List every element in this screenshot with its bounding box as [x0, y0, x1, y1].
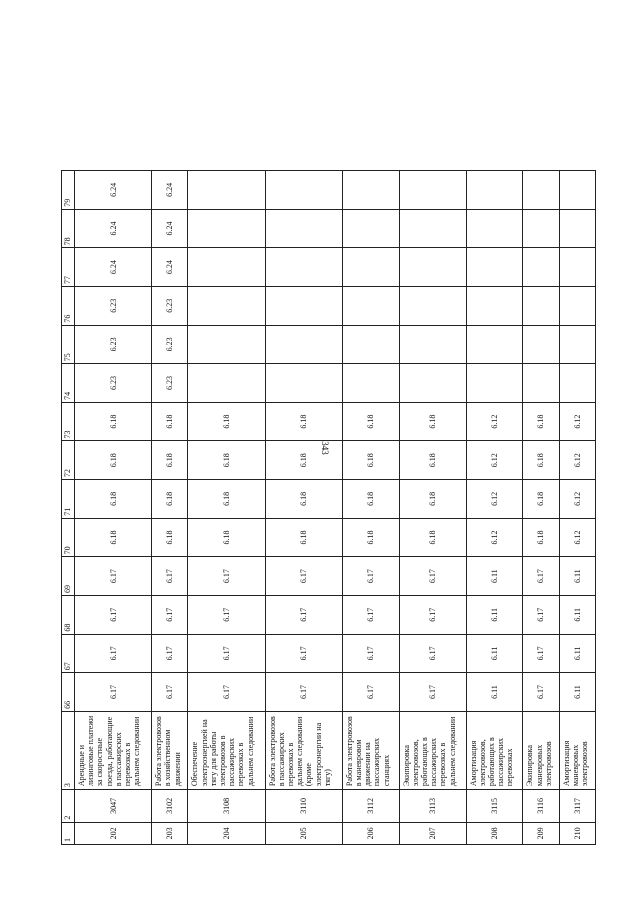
value-cell [466, 171, 523, 210]
value-cell: 6.18 [152, 518, 188, 557]
table-row [399, 171, 466, 845]
value-cell: 6.17 [188, 557, 265, 596]
value-cell [523, 286, 559, 325]
value-cell [188, 248, 265, 287]
column-header: 73 [62, 402, 75, 441]
column-header: 76 [62, 286, 75, 325]
value-cell [265, 286, 342, 325]
row-description: Работа электровозов в хозяйственном движении [152, 711, 188, 789]
value-cell: 6.18 [399, 518, 466, 557]
value-cell [188, 364, 265, 403]
row-number: 205 [265, 822, 342, 844]
value-cell: 6.17 [399, 595, 466, 634]
value-cell: 6.11 [466, 557, 523, 596]
value-cell [342, 325, 399, 364]
value-cell: 6.24 [152, 209, 188, 248]
value-cell: 6.23 [152, 325, 188, 364]
value-cell [399, 364, 466, 403]
value-cell: 6.18 [399, 480, 466, 519]
value-cell: 6.12 [559, 480, 595, 519]
value-cell: 6.17 [188, 634, 265, 673]
value-cell [559, 325, 595, 364]
value-cell: 6.17 [265, 595, 342, 634]
table-row [152, 171, 188, 845]
value-cell [523, 325, 559, 364]
value-cell [399, 325, 466, 364]
header-row [62, 171, 75, 845]
page-number: 343 [320, 441, 330, 455]
value-cell: 6.17 [152, 595, 188, 634]
value-cell: 6.18 [265, 480, 342, 519]
value-cell: 6.12 [466, 402, 523, 441]
value-cell: 6.17 [75, 634, 152, 673]
value-cell: 6.18 [75, 518, 152, 557]
value-cell: 6.17 [523, 595, 559, 634]
value-cell [559, 171, 595, 210]
value-cell: 6.11 [466, 634, 523, 673]
row-code: 3115 [466, 790, 523, 823]
value-cell: 6.18 [399, 402, 466, 441]
row-code: 3110 [265, 790, 342, 823]
value-cell: 6.11 [559, 634, 595, 673]
table-row [466, 171, 523, 845]
row-number: 202 [75, 822, 152, 844]
value-cell: 6.24 [152, 248, 188, 287]
column-header: 77 [62, 248, 75, 287]
value-cell [265, 209, 342, 248]
row-number: 210 [559, 822, 595, 844]
column-header: 1 [62, 822, 75, 844]
value-cell: 6.17 [152, 673, 188, 712]
value-cell: 6.12 [559, 402, 595, 441]
value-cell [523, 171, 559, 210]
value-cell [342, 286, 399, 325]
value-cell: 6.17 [399, 673, 466, 712]
value-cell: 6.24 [152, 171, 188, 210]
row-description: Работа электровозов в маневровом движении на пассажирских станциях [342, 711, 399, 789]
row-code: 3108 [188, 790, 265, 823]
rotated-table-area [61, 170, 596, 845]
value-cell [188, 171, 265, 210]
value-cell [265, 248, 342, 287]
value-cell: 6.18 [523, 441, 559, 480]
row-number: 209 [523, 822, 559, 844]
value-cell: 6.17 [265, 557, 342, 596]
value-cell: 6.12 [559, 518, 595, 557]
value-cell: 6.18 [342, 480, 399, 519]
value-cell [399, 171, 466, 210]
row-code: 3113 [399, 790, 466, 823]
row-description: Работа электровозов в пассажирских перевозках в дальнем следовании (кроме электроэнергии на тягу) [265, 711, 342, 789]
value-cell [399, 248, 466, 287]
table-row [559, 171, 595, 845]
value-cell: 6.17 [342, 557, 399, 596]
value-cell: 6.11 [559, 557, 595, 596]
table-body [75, 171, 596, 845]
column-header: 74 [62, 364, 75, 403]
rotated-table-frame [61, 170, 596, 845]
row-code: 3047 [75, 790, 152, 823]
column-header: 3 [62, 711, 75, 789]
value-cell [188, 325, 265, 364]
value-cell [559, 286, 595, 325]
value-cell: 6.18 [342, 402, 399, 441]
value-cell: 6.17 [399, 634, 466, 673]
value-cell [523, 364, 559, 403]
value-cell: 6.24 [75, 209, 152, 248]
value-cell: 6.18 [75, 480, 152, 519]
value-cell: 6.18 [188, 441, 265, 480]
value-cell: 6.23 [75, 325, 152, 364]
table-header [62, 171, 75, 845]
value-cell: 6.17 [75, 557, 152, 596]
row-number: 204 [188, 822, 265, 844]
value-cell: 6.17 [265, 673, 342, 712]
value-cell: 6.23 [152, 364, 188, 403]
column-header: 78 [62, 209, 75, 248]
value-cell: 6.18 [188, 402, 265, 441]
value-cell: 6.23 [75, 364, 152, 403]
value-cell: 6.11 [559, 673, 595, 712]
value-cell: 6.18 [265, 402, 342, 441]
row-code: 3116 [523, 790, 559, 823]
value-cell [466, 286, 523, 325]
value-cell [399, 286, 466, 325]
value-cell: 6.12 [559, 441, 595, 480]
column-header: 70 [62, 518, 75, 557]
row-number: 208 [466, 822, 523, 844]
value-cell: 6.18 [75, 402, 152, 441]
value-cell: 6.18 [342, 518, 399, 557]
table-row [188, 171, 265, 845]
column-header: 67 [62, 634, 75, 673]
value-cell: 6.11 [466, 673, 523, 712]
value-cell [188, 286, 265, 325]
value-cell: 6.17 [399, 557, 466, 596]
table-row [75, 171, 152, 845]
column-header: 66 [62, 673, 75, 712]
column-header: 2 [62, 790, 75, 823]
value-cell: 6.17 [75, 673, 152, 712]
value-cell: 6.17 [523, 634, 559, 673]
value-cell [342, 248, 399, 287]
value-cell: 6.18 [188, 480, 265, 519]
value-cell: 6.17 [152, 557, 188, 596]
value-cell: 6.18 [523, 518, 559, 557]
value-cell [342, 209, 399, 248]
value-cell [466, 325, 523, 364]
value-cell: 6.17 [265, 634, 342, 673]
value-cell: 6.17 [152, 634, 188, 673]
value-cell: 6.17 [523, 673, 559, 712]
value-cell [342, 171, 399, 210]
row-description: Обеспечение электроэнергией на тягу для работы электровозов в пассажирских перевозках в дальнем следовании [188, 711, 265, 789]
value-cell: 6.23 [152, 286, 188, 325]
value-cell: 6.12 [466, 480, 523, 519]
value-cell: 6.18 [523, 480, 559, 519]
value-cell: 6.11 [466, 595, 523, 634]
value-cell: 6.17 [75, 595, 152, 634]
value-cell [523, 209, 559, 248]
column-header: 69 [62, 557, 75, 596]
value-cell: 6.18 [342, 441, 399, 480]
value-cell: 6.18 [399, 441, 466, 480]
value-cell: 6.17 [342, 634, 399, 673]
value-cell: 6.12 [466, 518, 523, 557]
value-cell [342, 364, 399, 403]
value-cell: 6.24 [75, 248, 152, 287]
row-number: 203 [152, 822, 188, 844]
value-cell: 6.18 [75, 441, 152, 480]
value-cell [265, 171, 342, 210]
row-description: Экипировка маневровых электровозов [523, 711, 559, 789]
value-cell [523, 248, 559, 287]
column-header: 75 [62, 325, 75, 364]
value-cell: 6.17 [342, 595, 399, 634]
value-cell: 6.17 [523, 557, 559, 596]
value-cell [466, 364, 523, 403]
value-cell [559, 364, 595, 403]
row-description: Арендные и лизинговые платежи за скоростные поезда, работающие в пассажирских перевозках в дальнем следовании [75, 711, 152, 789]
value-cell: 6.23 [75, 286, 152, 325]
table-row [342, 171, 399, 845]
row-code: 3112 [342, 790, 399, 823]
value-cell [559, 209, 595, 248]
row-code: 3102 [152, 790, 188, 823]
data-table [61, 170, 596, 845]
value-cell: 6.18 [152, 480, 188, 519]
value-cell [466, 209, 523, 248]
value-cell: 6.18 [188, 518, 265, 557]
row-description: Амортизация электровозов, работающих в пассажирских перевозках [466, 711, 523, 789]
table-row [523, 171, 559, 845]
row-code: 3117 [559, 790, 595, 823]
value-cell [559, 248, 595, 287]
value-cell [188, 209, 265, 248]
row-number: 206 [342, 822, 399, 844]
table-row [265, 171, 342, 845]
value-cell [265, 364, 342, 403]
value-cell: 6.18 [152, 402, 188, 441]
row-description: Экипировка электровозов, работающих в пассажирских перевозках в дальнем следовании [399, 711, 466, 789]
column-header: 72 [62, 441, 75, 480]
value-cell: 6.18 [152, 441, 188, 480]
value-cell: 6.24 [75, 171, 152, 210]
value-cell: 6.18 [523, 402, 559, 441]
value-cell [399, 209, 466, 248]
value-cell: 6.12 [466, 441, 523, 480]
value-cell: 6.17 [342, 673, 399, 712]
value-cell: 6.11 [559, 595, 595, 634]
value-cell: 6.18 [265, 518, 342, 557]
row-description: Амортизация маневровых электровозов [559, 711, 595, 789]
column-header: 79 [62, 171, 75, 210]
value-cell: 6.17 [188, 673, 265, 712]
row-number: 207 [399, 822, 466, 844]
value-cell [265, 325, 342, 364]
value-cell: 6.17 [188, 595, 265, 634]
column-header: 68 [62, 595, 75, 634]
value-cell [466, 248, 523, 287]
column-header: 71 [62, 480, 75, 519]
value-cell: 6.18 [265, 441, 342, 480]
